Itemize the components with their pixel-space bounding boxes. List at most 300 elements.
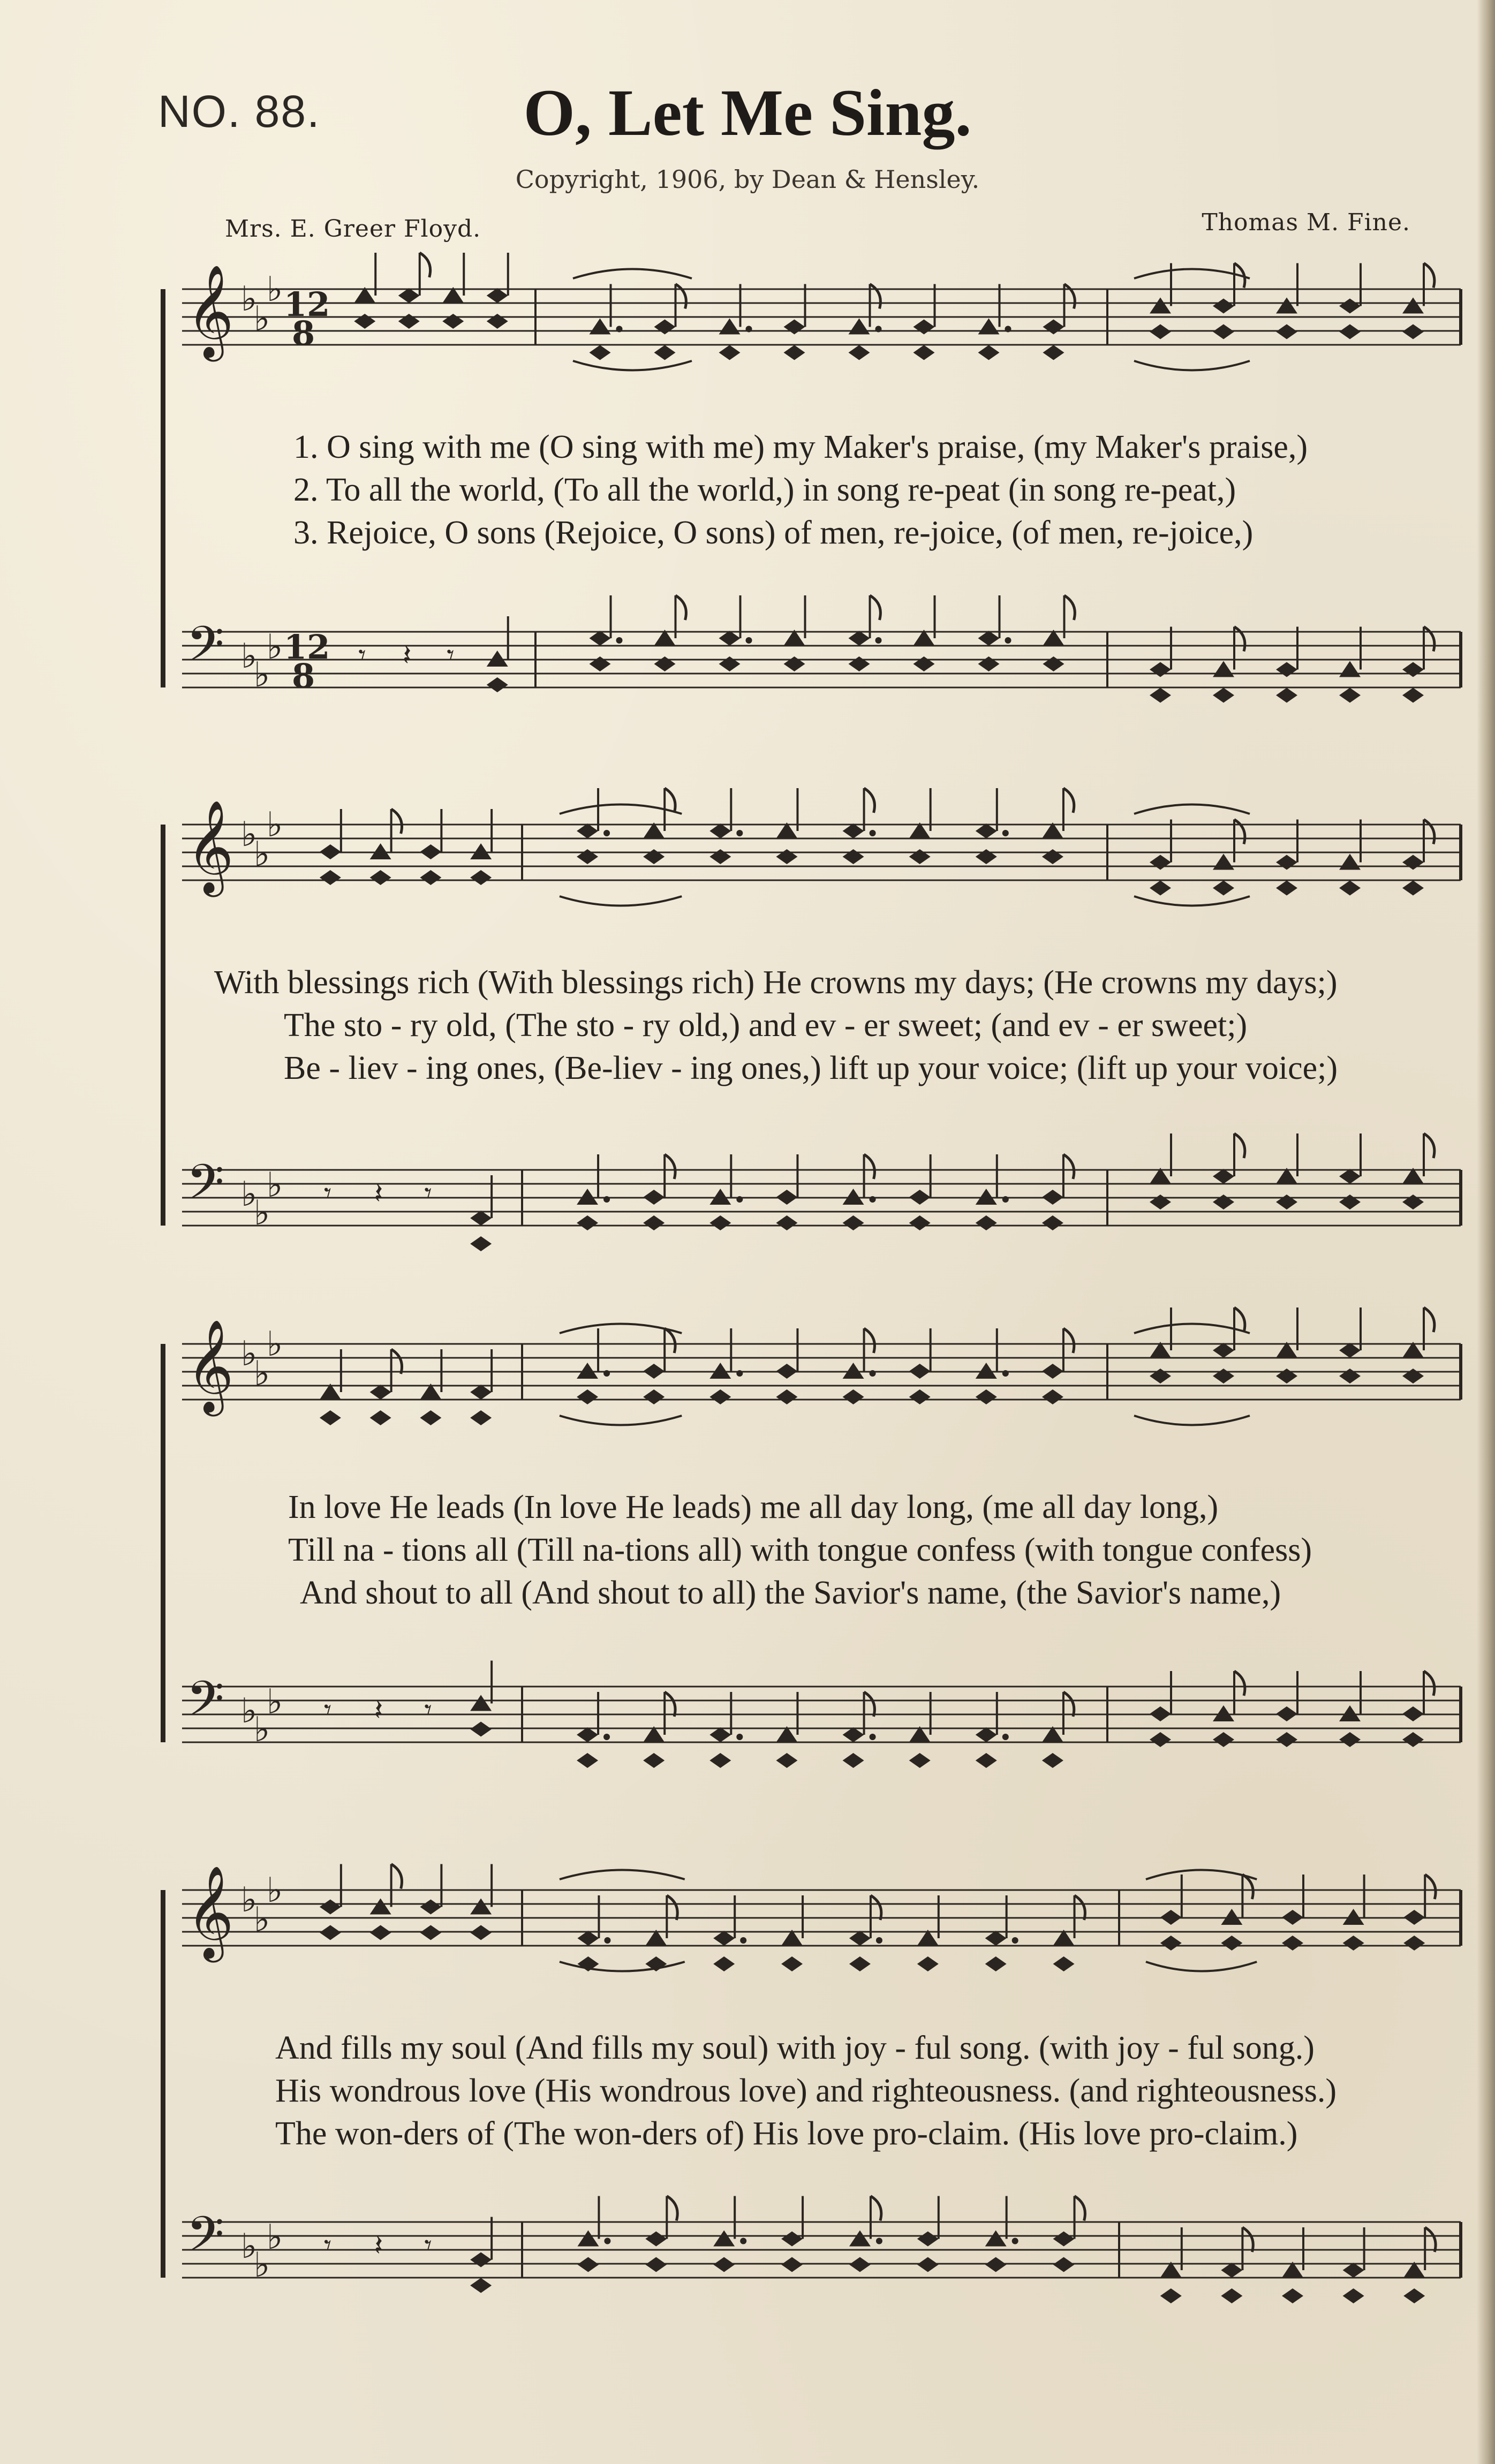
flat-sign: ♭ [254, 1193, 270, 1233]
note-head [1043, 656, 1064, 671]
note-head [1339, 1195, 1361, 1210]
note-head [1213, 688, 1234, 703]
note-head [370, 1385, 391, 1400]
treble-clef: 𝄞 [186, 1319, 234, 1412]
note-head [713, 2231, 735, 2247]
system-bracket [161, 1890, 165, 2278]
note-head [849, 2231, 871, 2247]
note-flag [1424, 1133, 1434, 1158]
note-head [470, 1410, 492, 1425]
note-head [320, 1410, 341, 1425]
dot [1002, 830, 1009, 836]
note-head [1276, 1706, 1297, 1721]
tie-arc [573, 361, 692, 371]
note-head [420, 1900, 441, 1915]
tie-arc [560, 1870, 685, 1880]
note-head [1213, 1195, 1234, 1210]
note-head [1403, 2288, 1425, 2303]
rest-mark: 𝄾 [323, 1693, 332, 1727]
note-head [1150, 855, 1171, 870]
flat-sign: ♭ [241, 2227, 258, 2266]
note-head [1213, 661, 1234, 677]
note-head [1221, 2263, 1242, 2278]
note-head [470, 843, 492, 859]
note-flag [1063, 1154, 1074, 1179]
note-head [1053, 2232, 1075, 2247]
note-head [976, 1215, 997, 1230]
note-head [577, 823, 598, 838]
flat-sign: ♭ [267, 805, 283, 845]
note-head [1339, 299, 1361, 314]
note-head [849, 319, 870, 335]
note-head [643, 1364, 665, 1379]
note-flag [676, 595, 686, 620]
note-flag [391, 809, 402, 834]
note-head [1213, 1369, 1234, 1384]
bass-clef: 𝄢 [186, 1671, 224, 1739]
dot [603, 1196, 610, 1203]
tie-arc [1146, 1870, 1257, 1880]
note-head [917, 2257, 939, 2272]
note-head [1339, 1169, 1361, 1184]
note-head [420, 1925, 441, 1940]
tie-arc [560, 805, 682, 814]
note-head [713, 1956, 735, 1971]
rest-mark: 𝄽 [374, 2228, 383, 2262]
dot [1002, 1370, 1009, 1377]
note-head [1276, 662, 1297, 677]
note-head [781, 1956, 803, 1971]
note-head [709, 849, 731, 864]
note-head [713, 1931, 735, 1946]
flat-sign: ♭ [267, 1325, 283, 1364]
flat-sign: ♭ [254, 1710, 270, 1750]
tie-arc [573, 269, 692, 279]
note-head [590, 631, 611, 646]
note-flag [1424, 263, 1434, 288]
note-head [1402, 1706, 1424, 1721]
note-head [719, 656, 741, 671]
note-head [470, 1722, 492, 1737]
dot [870, 1196, 876, 1203]
note-head [849, 1931, 871, 1946]
note-head [976, 849, 997, 864]
note-head [976, 1189, 997, 1205]
note-head [1213, 854, 1234, 870]
dot [603, 1370, 610, 1377]
dot [736, 1734, 743, 1740]
note-head [1150, 662, 1171, 677]
tie-arc [560, 1324, 682, 1334]
note-flag [665, 1154, 675, 1179]
time-signature: 12 [284, 285, 330, 324]
note-head [577, 1363, 598, 1379]
note-head [985, 2257, 1007, 2272]
note-head [643, 1753, 665, 1768]
note-head [1150, 1369, 1171, 1384]
dot [876, 2238, 882, 2244]
note-flag [1075, 2196, 1085, 2221]
note-flag [1425, 1875, 1436, 1899]
note-head [370, 843, 391, 859]
note-flag [1075, 1895, 1085, 1920]
note-head [1042, 1215, 1063, 1230]
note-flag [420, 253, 431, 277]
note-head [909, 1389, 931, 1404]
note-head [470, 1236, 492, 1251]
note-head [781, 2257, 803, 2272]
note-head [709, 1727, 731, 1742]
note-head [909, 1215, 931, 1230]
tie-arc [1134, 1324, 1250, 1334]
note-head [1339, 881, 1361, 896]
note-flag [667, 2196, 677, 2221]
note-head [370, 1899, 391, 1915]
tie-arc [1134, 805, 1250, 814]
dot [870, 1370, 876, 1377]
note-head [487, 651, 508, 667]
note-head [1276, 688, 1297, 703]
rest-mark: 𝄽 [374, 1176, 383, 1210]
flat-sign: ♭ [267, 1166, 283, 1205]
note-head [719, 319, 741, 335]
flat-sign: ♭ [254, 835, 270, 874]
note-head [1042, 1389, 1063, 1404]
flat-sign: ♭ [241, 1880, 258, 1920]
note-head [577, 1215, 598, 1230]
note-head [709, 1215, 731, 1230]
note-head [1403, 1910, 1425, 1925]
flat-sign: ♭ [241, 1334, 258, 1374]
note-flag [870, 284, 881, 309]
note-head [1150, 881, 1171, 896]
note-flag [1234, 820, 1245, 844]
note-head [577, 2257, 599, 2272]
note-head [654, 345, 676, 360]
dot [1002, 1196, 1009, 1203]
note-flag [1424, 1307, 1434, 1332]
note-flag [1063, 1692, 1074, 1717]
composer-credit: Thomas M. Fine. [1202, 209, 1410, 236]
note-head [843, 1727, 864, 1742]
note-head [470, 2253, 492, 2268]
note-head [1150, 298, 1171, 314]
note-head [1213, 299, 1234, 314]
note-head [354, 314, 375, 329]
note-head [1276, 1369, 1297, 1384]
note-head [398, 288, 420, 303]
note-head [985, 1931, 1007, 1946]
dot [603, 1734, 610, 1740]
note-head [1221, 2288, 1242, 2303]
rest-mark: 𝄾 [447, 638, 455, 672]
note-head [1343, 1909, 1364, 1925]
note-flag [1242, 2227, 1253, 2252]
note-head [442, 314, 464, 329]
note-head [577, 1389, 598, 1404]
note-head [709, 823, 731, 838]
note-head [470, 870, 492, 885]
note-flag [864, 1154, 875, 1179]
note-head [978, 345, 1000, 360]
flat-sign: ♭ [241, 1691, 258, 1731]
note-flag [1234, 627, 1245, 652]
note-head [1160, 1936, 1182, 1951]
dot [870, 830, 876, 836]
note-head [843, 1753, 864, 1768]
flat-sign: ♭ [267, 2218, 283, 2257]
rest-mark: 𝄽 [402, 638, 412, 672]
note-head [370, 1410, 391, 1425]
note-flag [1063, 788, 1074, 813]
note-head [776, 849, 797, 864]
lyric-line-s2-v1: With blessings rich (With blessings rich) He crowns my days; (He crowns my days;) [214, 964, 1338, 1001]
note-head [320, 870, 341, 885]
note-head [1403, 1936, 1425, 1951]
note-flag [864, 1692, 875, 1717]
dot [875, 637, 882, 644]
note-head [1160, 2288, 1182, 2303]
note-head [976, 1753, 997, 1768]
note-head [849, 656, 870, 671]
note-head [1276, 1195, 1297, 1210]
note-head [1150, 1732, 1171, 1747]
lyric-line-s3-v2: Till na - tions all (Till na-tions all) with tongue confess (with tongue confess) [288, 1532, 1312, 1568]
note-head [1402, 881, 1424, 896]
tie-arc [1134, 1416, 1250, 1425]
note-head [320, 1900, 341, 1915]
tie-arc [1134, 361, 1250, 371]
note-head [909, 1364, 931, 1379]
note-head [1160, 1910, 1182, 1925]
note-head [1042, 849, 1063, 864]
note-flag [391, 1864, 402, 1889]
note-head [784, 345, 805, 360]
flat-sign: ♭ [254, 1354, 270, 1394]
lyric-line-s1-v3: 3. Rejoice, O sons (Rejoice, O sons) of men, re-joice, (of men, re-joice,) [293, 515, 1254, 551]
note-head [1343, 2288, 1364, 2303]
note-head [1339, 1732, 1361, 1747]
dot [1002, 1734, 1009, 1740]
note-flag [665, 1692, 675, 1717]
note-head [1339, 1369, 1361, 1384]
note-head [654, 320, 676, 335]
note-head [1402, 324, 1424, 339]
lyric-line-s2-v3: Be - liev - ing ones, (Be-liev - ing ones,) lift up your voice; (lift up your voice;) [284, 1050, 1338, 1086]
note-head [917, 1956, 939, 1971]
dot [1005, 326, 1011, 332]
note-head [1339, 688, 1361, 703]
note-head [420, 870, 441, 885]
note-head [320, 1925, 341, 1940]
note-head [1276, 855, 1297, 870]
note-head [420, 844, 441, 859]
note-flag [870, 595, 881, 620]
note-head [776, 1215, 797, 1230]
note-head [470, 2278, 492, 2293]
lyric-line-s4-v3: The won-ders of (The won-ders of) His love pro-claim. (His love pro-claim.) [275, 2115, 1298, 2152]
note-head [909, 849, 931, 864]
dot [746, 326, 752, 332]
dot [1012, 1937, 1018, 1944]
tie-arc [1134, 269, 1250, 279]
note-head [843, 1215, 864, 1230]
note-flag [1424, 1671, 1434, 1696]
note-head [577, 2231, 599, 2247]
note-head [976, 1363, 997, 1379]
lyric-line-s3-v3: And shout to all (And shout to all) the Savior's name, (the Savior's name,) [300, 1575, 1281, 1611]
note-head [1402, 1369, 1424, 1384]
note-head [1053, 1956, 1075, 1971]
note-head [487, 677, 508, 692]
note-head [590, 345, 611, 360]
dot [1012, 2238, 1018, 2244]
note-head [909, 1753, 931, 1768]
note-head [843, 823, 864, 838]
tie-arc [560, 1962, 685, 1971]
flat-sign: ♭ [267, 628, 283, 667]
note-head [985, 1956, 1007, 1971]
note-head [590, 656, 611, 671]
flat-sign: ♭ [254, 299, 270, 339]
note-head [709, 1189, 731, 1205]
note-head [709, 1389, 731, 1404]
note-head [781, 2232, 803, 2247]
system-bracket [161, 825, 165, 1226]
note-head [1213, 1705, 1234, 1721]
dot [603, 830, 610, 836]
note-head [1276, 298, 1297, 314]
note-head [1150, 688, 1171, 703]
rest-mark: 𝄽 [374, 1693, 383, 1727]
note-head [917, 2232, 939, 2247]
tie-arc [1146, 1962, 1257, 1971]
note-head [645, 2257, 667, 2272]
rest-mark: 𝄾 [358, 638, 366, 672]
note-head [978, 631, 1000, 646]
note-flag [864, 1328, 875, 1353]
note-head [849, 2257, 871, 2272]
note-head [709, 1753, 731, 1768]
note-flag [1063, 1328, 1074, 1353]
note-head [398, 314, 420, 329]
note-head [470, 1925, 492, 1940]
dot [736, 1196, 743, 1203]
note-head [1282, 1936, 1303, 1951]
time-signature: 12 [284, 628, 330, 667]
dot [736, 1370, 743, 1377]
note-head [1221, 1936, 1242, 1951]
note-head [487, 288, 508, 303]
rest-mark: 𝄾 [323, 2228, 332, 2262]
note-head [1043, 320, 1064, 335]
rest-mark: 𝄾 [424, 1176, 432, 1210]
note-head [1042, 1364, 1063, 1379]
flat-sign: ♭ [241, 279, 258, 319]
note-flag [1234, 1133, 1245, 1158]
flat-sign: ♭ [254, 2246, 270, 2285]
note-head [643, 1190, 665, 1205]
dot [604, 1937, 610, 1944]
note-head [1339, 324, 1361, 339]
note-flag [676, 284, 686, 309]
rest-mark: 𝄾 [424, 1693, 432, 1727]
note-flag [871, 2196, 881, 2221]
flat-sign: ♭ [241, 1175, 258, 1214]
note-flag [1424, 627, 1434, 652]
note-head [1343, 2263, 1364, 2278]
note-head [843, 1363, 864, 1379]
note-head [470, 1385, 492, 1400]
note-head [976, 1727, 997, 1742]
note-head [577, 1931, 599, 1946]
note-head [643, 849, 665, 864]
note-flag [665, 1328, 675, 1353]
note-head [1150, 1195, 1171, 1210]
note-head [1276, 881, 1297, 896]
bass-clef: 𝄢 [186, 2206, 224, 2274]
note-head [843, 1389, 864, 1404]
note-flag [1424, 820, 1434, 844]
flat-sign: ♭ [267, 1682, 283, 1722]
note-flag [1234, 1671, 1245, 1696]
note-head [976, 1389, 997, 1404]
rest-mark: 𝄾 [323, 1176, 332, 1210]
lyric-line-s2-v2: The sto - ry old, (The sto - ry old,) and ev - er sweet; (and ev - er sweet;) [284, 1007, 1248, 1044]
note-head [1150, 1706, 1171, 1721]
note-head [1043, 345, 1064, 360]
note-head [1042, 1753, 1063, 1768]
note-head [978, 319, 1000, 335]
lyric-line-s3-v1: In love He leads (In love He leads) me all day long, (me all day long,) [288, 1489, 1219, 1525]
dot [616, 637, 623, 644]
note-head [776, 1389, 797, 1404]
note-flag [871, 1895, 881, 1920]
note-head [978, 656, 1000, 671]
note-head [1213, 1343, 1234, 1358]
note-head [1339, 854, 1361, 870]
dot [870, 1734, 876, 1740]
note-head [1402, 298, 1424, 314]
system-bracket [161, 289, 165, 687]
note-flag [391, 1349, 402, 1374]
treble-clef: 𝄞 [186, 264, 234, 358]
note-head [1402, 662, 1424, 677]
bass-clef: 𝄢 [186, 616, 224, 684]
flat-sign: ♭ [267, 270, 283, 309]
note-head [577, 1727, 598, 1742]
note-head [1213, 1732, 1234, 1747]
note-head [913, 656, 935, 671]
note-head [1213, 881, 1234, 896]
note-head [1282, 2288, 1303, 2303]
note-head [849, 345, 870, 360]
note-head [1213, 324, 1234, 339]
dot [746, 637, 752, 644]
time-signature: 8 [292, 314, 315, 353]
note-head [913, 320, 935, 335]
note-head [1339, 661, 1361, 677]
note-head [645, 2232, 667, 2247]
note-flag [1064, 284, 1075, 309]
note-head [643, 1215, 665, 1230]
note-head [719, 631, 741, 646]
note-head [985, 2231, 1007, 2247]
note-head [470, 1211, 492, 1226]
dot [604, 2238, 610, 2244]
note-head [1150, 324, 1171, 339]
note-head [976, 823, 997, 838]
